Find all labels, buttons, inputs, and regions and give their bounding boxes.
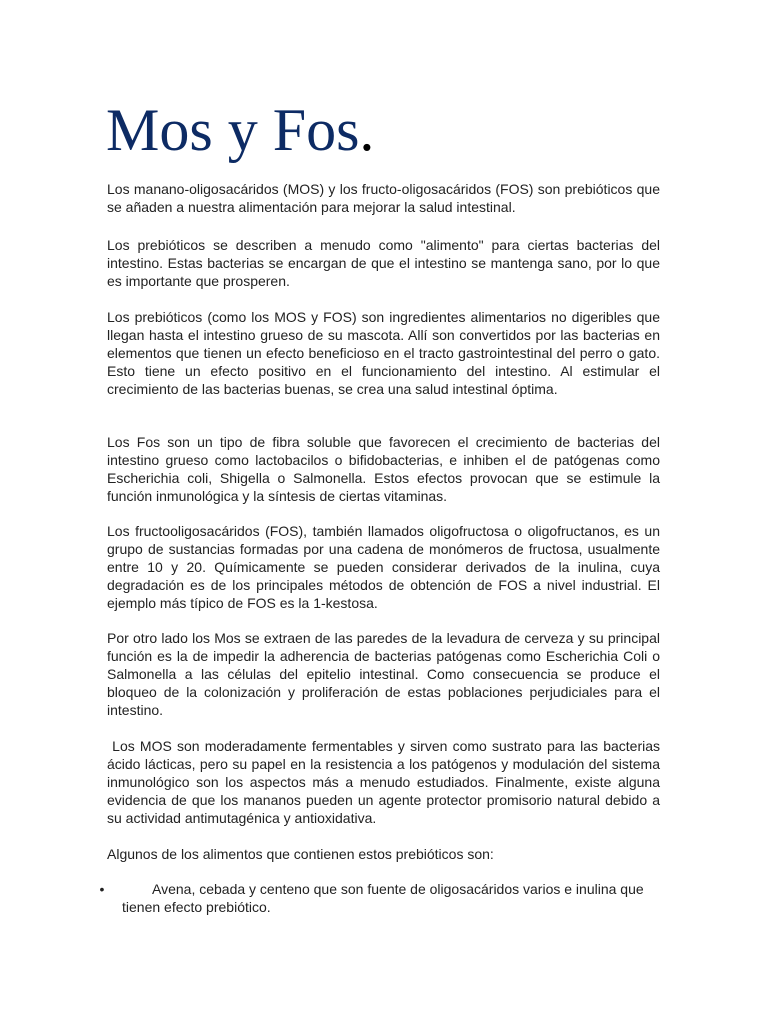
paragraph: Los prebióticos se describen a menudo como "alimento" para ciertas bacterias del intestino. Estas bacterias se encargan de que el intestino se mantenga sano, por lo que es importante que prosperen. xyxy=(107,237,660,289)
paragraph: Los MOS son moderadamente fermentables y sirven como sustrato para las bacterias ácido lácticas, pero su papel en la resistencia a los patógenos y modulación del sistema inmunológico son los aspectos más a menudo estudiados. Finalmente, existe alguna evidencia de que los mananos pueden un agente protector promisorio natural debido a su actividad antimutagénica y antioxidativa. xyxy=(107,738,664,826)
paragraph: Los manano-oligosacáridos (MOS) y los fructo-oligosacáridos (FOS) son prebióticos que se añaden a nuestra alimentación para mejorar la salud intestinal. xyxy=(107,181,660,215)
paragraph: Algunos de los alimentos que contienen estos prebióticos son: xyxy=(107,846,494,862)
bullet-list-item xyxy=(96,880,660,916)
document-title-text: Mos y Fos xyxy=(106,97,360,163)
document-title-period: . xyxy=(359,97,375,163)
bullet-marker: • xyxy=(99,881,105,897)
paragraph: Los Fos son un tipo de fibra soluble que favorecen el crecimiento de bacterias del intestino grueso como lactobacilos o bifidobacterias, e inhiben el de patógenas como Escherichia coli, Shigella o Salmonella. Estos efectos provocan que se estimule la función inmunológica y la síntesis de ciertas vitaminas. xyxy=(107,434,660,504)
paragraph: Los fructooligosacáridos (FOS), también llamados oligofructosa o oligofructanos, es un grupo de sustancias formadas por una cadena de monómeros de fructosa, usualmente entre 10 y 20. Químicamente se pueden considerar derivados de la inulina, cuya degradación es de los principales métodos de obtención de FOS a nivel industrial. El ejemplo más típico de FOS es la 1-kestosa. xyxy=(107,523,660,611)
paragraph: Por otro lado los Mos se extraen de las paredes de la levadura de cerveza y su principal función es la de impedir la adherencia de bacterias patógenas como Escherichia Coli o Salmonella a las células del epitelio intestinal. Como consecuencia se produce el bloqueo de la colonización y proliferación de estas poblaciones perjudiciales para el intestino. xyxy=(107,630,660,718)
bullet-text: Avena, cebada y centeno que son fuente de oligosacáridos varios e inulina que tienen efecto prebiótico. xyxy=(122,881,644,915)
document-title xyxy=(106,92,374,168)
paragraph: Los prebióticos (como los MOS y FOS) son ingredientes alimentarios no digeribles que llegan hasta el intestino grueso de su mascota. Allí son convertidos por las bacterias en elementos que tienen un efecto beneficioso en el tracto gastrointestinal del perro o gato. Esto tiene un efecto positivo en el funcionamiento del intestino. Al estimular el crecimiento de las bacterias buenas, se crea una salud intestinal óptima. xyxy=(107,309,660,397)
